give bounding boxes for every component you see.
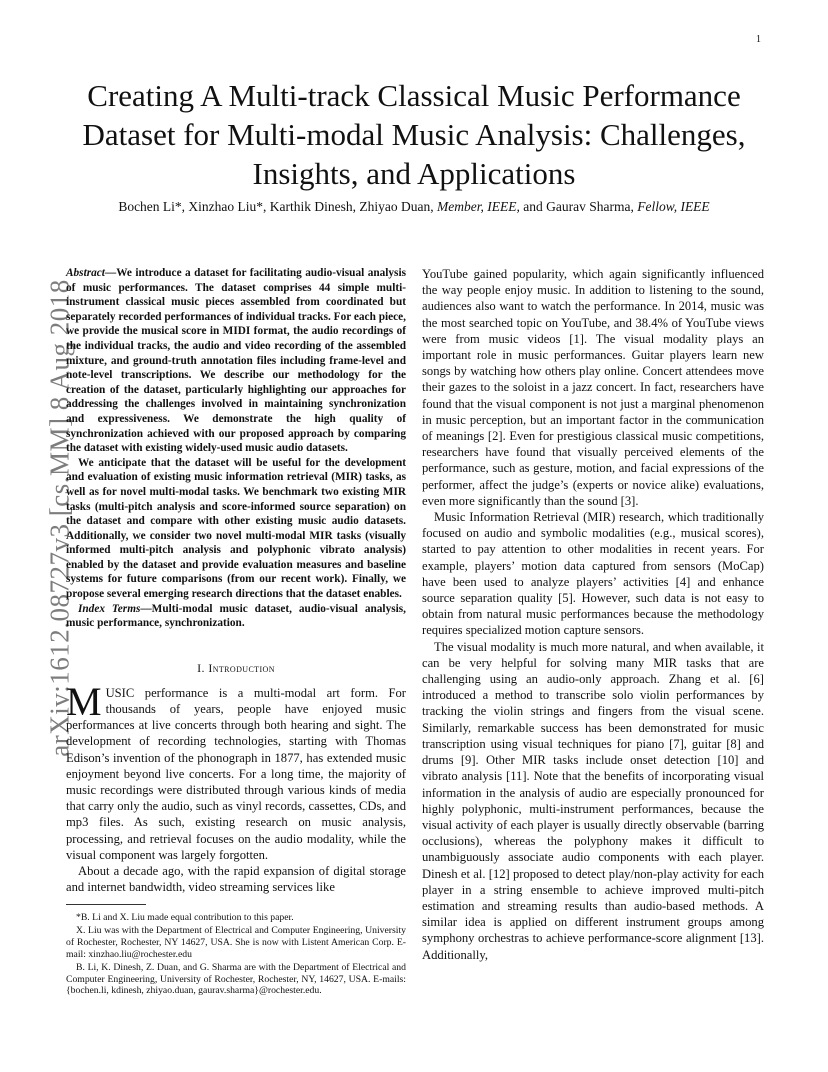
index-terms-text: —Multi-modal music dataset, audio-visual analysis, music performance, synchronization. — [66, 602, 406, 630]
abstract — [66, 266, 406, 602]
abstract-paragraph-1 — [66, 266, 406, 456]
footnote-liu-affiliation: X. Liu was with the Department of Electrical and Computer Engineering, University of Rochester, Rochester, NY 14627, USA. She is now with Listent American Corp. E-mail: xinzhao.liu@rochester.edu — [66, 924, 406, 960]
right-paragraph-2: Music Information Retrieval (MIR) research, which traditionally focused on audio and symbolic modalities (e.g., musical scores), started to pay attention to other modalities in recent years. For example, players’ motion data captured from sensors (MoCap) have been used to analyze players’ activities [4] and enhance source separation quality [5]. However, such data is not easy to obtain from natural music performances because the methodology requires specialized motion capture sensors. — [422, 510, 764, 638]
introduction-body — [66, 678, 406, 896]
author-role-fellow: Fellow, IEEE — [637, 199, 710, 214]
footnotes — [66, 912, 406, 998]
author-conjunction: and Gaurav Sharma, — [519, 199, 638, 214]
intro-text-1: performance is a multi-modal art form. For thousands of years, people have enjoyed music performances at live concerts through both hearing and sight. The development of recording technologies, starting with Thomas Edison’s invention of the phonograph in 1877, has extended music enjoyment beyond live concerts. For a long time, the majority of music recordings were distributed through various kinds of media that carry only the audio, such as vinyl records, cassettes, CDs, and mp3 files. As such, existing research on music analysis, processing, and retrieval focuses on the audio modality, while the visual component was largely forgotten. — [66, 685, 406, 862]
author-names: Bochen Li*, Xinzhao Liu*, Karthik Dinesh, Zhiyao Duan, — [118, 199, 437, 214]
page-number: 1 — [756, 34, 761, 45]
footnote-author-affiliations: B. Li, K. Dinesh, Z. Duan, and G. Sharma are with the Department of Electrical and Computer Engineering, University of Rochester, Rochester, NY, 14627, USA. E-mails: {bochen.li, kdinesh, zhiyao.duan, gaurav.sharma}@rochester.edu. — [66, 961, 406, 997]
abstract-paragraph-2: We anticipate that the dataset will be useful for the development and evaluation of existing music information retrieval (MIR) tasks, as well as for novel multi-modal tasks. We benchmark two existing MIR tasks (multi-pitch analysis and score-informed source separation) on the dataset and compare with other existing music audio datasets. Additionally, we consider two novel multi-modal MIR tasks (visually informed multi-pitch analysis and polyphonic vibrato analysis) enabled by the dataset and provide evaluation measures and baseline systems for future comparisons (from our recent work). Finally, we propose several emerging research directions that the dataset enables. — [66, 456, 406, 601]
section-heading-introduction — [66, 661, 406, 676]
abstract-text-1: —We introduce a dataset for facilitating audio-visual analysis of music performances. The dataset comprises 44 simple multi-instrument classical music pieces assembled from coordinated but separately recorded performances of individual tracks. For each piece, we provide the musical score in MIDI format, the audio recordings of the individual tracks, the audio and video recording of the assembled mixture, and ground-truth annotation files including frame-level and note-level transcriptions. We describe our methodology for the creation of the dataset, particularly highlighting our approaches for addressing the challenges involved in maintaining synchronization and expressiveness. We demonstrate the high quality of synchronization achieved with our proposed approach by comparing the dataset with existing widely-used music audio datasets. — [66, 267, 406, 455]
section-number: I. — [197, 660, 209, 675]
paper-title: Creating A Multi-track Classical Music Performance Dataset for Multi-modal Music Analysis: Challenges, Insights, and Applications — [82, 78, 746, 191]
intro-paragraph-2: About a decade ago, with the rapid expansion of digital storage and internet bandwidth, video streaming services like — [66, 864, 406, 895]
right-column — [422, 266, 764, 963]
right-paragraph-1: YouTube gained popularity, which again significantly influenced the way people enjoy music. In addition to listening to the sound, audiences also want to watch the performance. In 2014, music was the most searched topic on YouTube, and 38.4% of YouTube views were from music videos [1]. The visual modality plays an important role in music performances. Guitar players learn new songs by watching how others play online. Concert attendees move their gazes to the soloist in a jazz concert. In fact, researchers have found that the visual component is not just a marginal phenomenon in music perception, but an important factor in the communication of meanings [2]. Even for prestigious classical music competitions, researchers have found that visually perceived elements of the performance, such as gesture, motion, and facial expressions of the performer, affect the judge’s (experts or novice alike) evaluations, even more significantly than the sound [3]. — [422, 267, 764, 508]
abstract-label: Abstract — [66, 267, 105, 279]
section-title: Introduction — [208, 660, 275, 675]
intro-paragraph-1 — [66, 678, 406, 863]
drop-cap: M — [66, 678, 102, 724]
index-terms-label: Index Terms — [78, 602, 141, 615]
intro-lead-word: USIC — [105, 685, 135, 700]
arxiv-identifier-stamp[interactable]: arXiv:1612.08727v3 [cs.MM] 8 Aug 2018 — [44, 279, 75, 757]
left-column — [66, 266, 406, 895]
author-list — [60, 198, 768, 216]
index-terms — [66, 602, 406, 631]
right-paragraph-3: The visual modality is much more natural, and when available, it can be very helpful for solving many MIR tasks that are challenging using an audio-only approach. Zhang et al. [6] introduced a method to transcribe solo violin performances by tracking the violin strings and fingers from the visual scene. Similarly, remarkable success has been demonstrated for music transcription using visual techniques for piano [7], guitar [8] and drums [9]. Other MIR tasks include onset detection [10] and vibrato analysis [11]. Note that the benefits of incorporating visual information in the analysis of audio are especially pronounced for highly polyphonic, multi-instrument performances, because the visual activity of each player is usually directly observable (barring occlusions), whereas the polyphony makes it difficult to unambiguously associate audio components with each player. Dinesh et al. [12] proposed to detect play/non-play activity for each player in a string ensemble to achieve improved multi-pitch estimation and streaming results than audio-based methods. A similar idea is applied on different instrument groups among symphony orchestras to achieve performance-score alignment [13]. Additionally, — [422, 639, 764, 962]
footnote-divider — [66, 904, 146, 905]
footnote-equal-contribution: *B. Li and X. Liu made equal contribution to this paper. — [76, 912, 294, 923]
author-role-member: Member, IEEE, — [437, 199, 520, 214]
